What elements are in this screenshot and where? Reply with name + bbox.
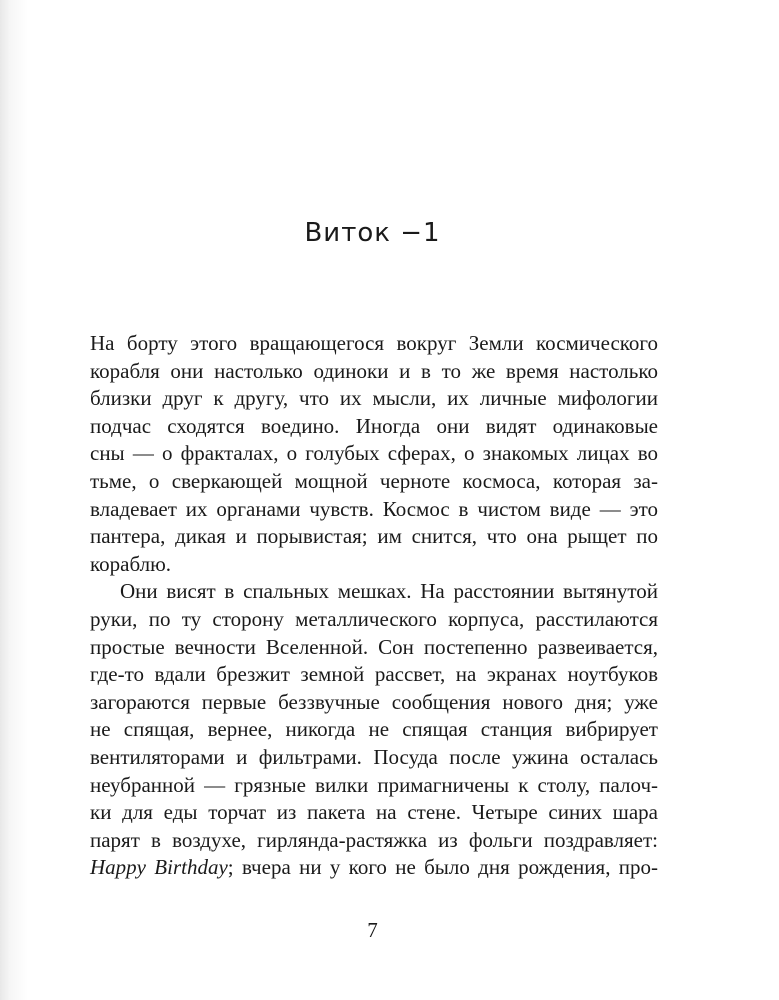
text-line: кораблю.	[90, 551, 172, 576]
line-remainder: ; вчера ни у кого не было дня рождения, про-	[227, 855, 658, 880]
text-line: подчас сходятся воедино. Иногда они видят одинаковые	[90, 413, 658, 438]
text-line: Они висят в спальных мешках. На расстоянии вытянутой	[120, 579, 658, 604]
text-line: не спящая, вернее, никогда не спящая станция вибрирует	[90, 717, 658, 742]
text-line: парят в воздухе, гирлянда-растяжка из фольги поздравляет:	[90, 827, 658, 852]
text-line: неубранной — грязные вилки примагничены к столу, палоч-	[90, 772, 658, 797]
text-line: руки, по ту сторону металлического корпуса, расстилаются	[90, 606, 658, 631]
text-line: вентиляторами и фильтрами. Посуда после ужина осталась	[90, 744, 658, 769]
page-number: 7	[367, 918, 378, 942]
chapter-title: Виток −1	[304, 218, 441, 248]
text-line: простые вечности Вселенной. Сон постепенно развеивается,	[90, 634, 658, 659]
text-line: загораются первые беззвучные сообщения нового дня; уже	[90, 689, 658, 714]
text-line: пантера, дикая и порывистая; им снится, что она рыщет по	[90, 524, 658, 549]
text-line: где-то вдали брезжит земной рассвет, на экранах ноутбуков	[90, 662, 658, 687]
text-line-final	[90, 854, 658, 882]
text-line: На борту этого вращающегося вокруг Земли космического	[90, 331, 658, 355]
body-text	[90, 330, 658, 882]
text-line: владевает их органами чувств. Космос в чистом виде — это	[90, 496, 658, 521]
text-line: сны — о фракталах, о голубых сферах, о знакомых лицах во	[90, 441, 658, 466]
text-line: ки для еды торчат из пакета на стене. Четыре синих шара	[90, 800, 658, 825]
text-line: тьме, о сверкающей мощной черноте космоса, которая за-	[90, 468, 658, 493]
paragraph-1	[90, 330, 658, 578]
paragraph-2	[90, 578, 658, 882]
text-line: близки друг к другу, что их мысли, их личные мифологии	[90, 386, 658, 411]
italic-phrase: Happy Birthday	[90, 855, 228, 880]
text-line: корабля они настолько одиноки и в то же время настолько	[90, 358, 658, 383]
